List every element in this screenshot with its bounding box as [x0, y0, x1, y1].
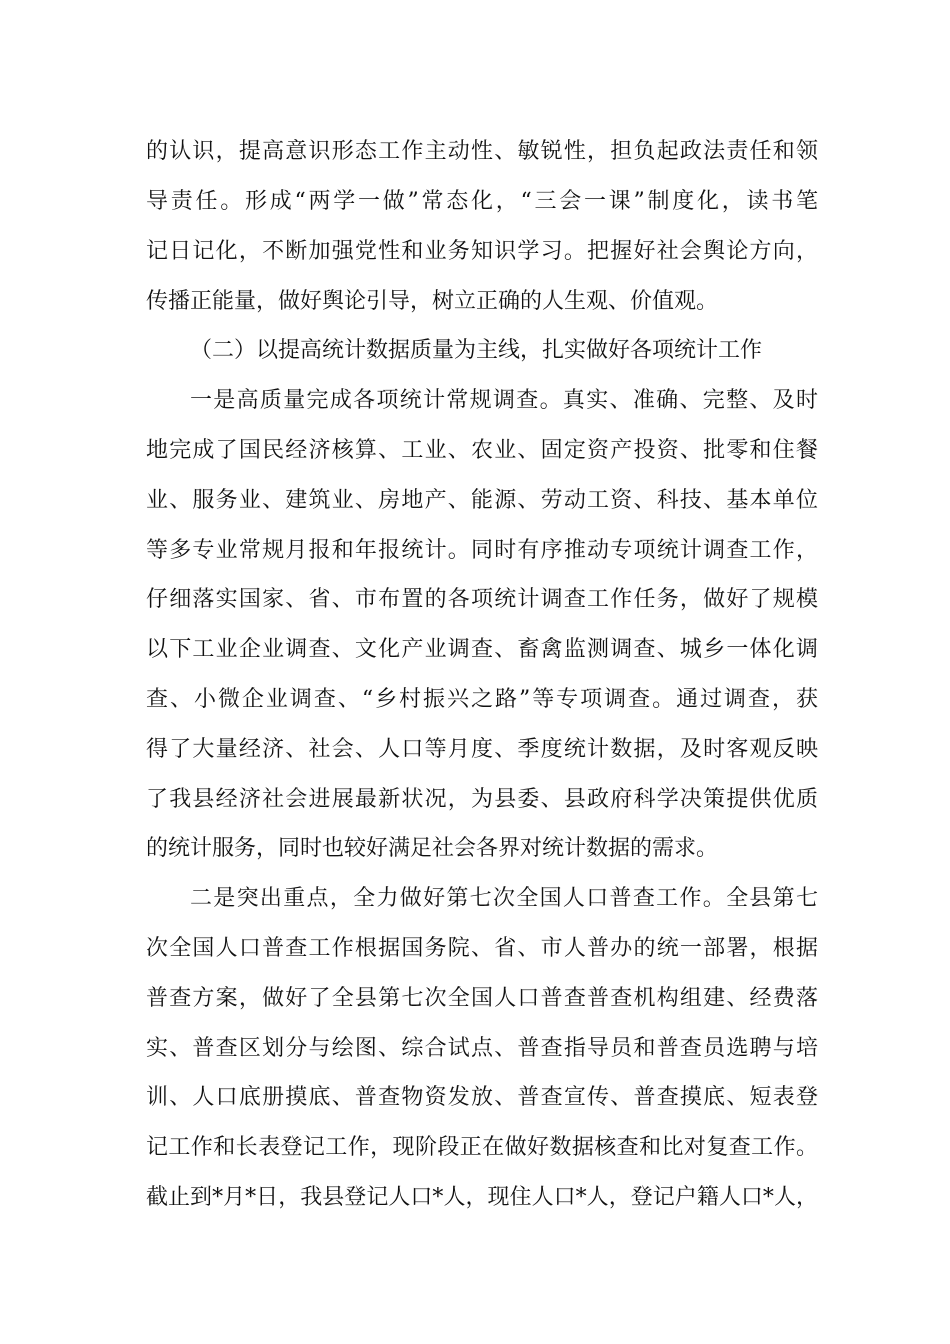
text-line: 训、人口底册摸底、普查物资发放、普查宣传、普查摸底、短表登 — [146, 1085, 818, 1110]
text-line: 仔细落实国家、省、市布置的各项统计调查工作任务，做好了规模 — [146, 587, 818, 612]
text-line: 以下工业企业调查、文化产业调查、畜禽监测调查、城乡一体化调 — [146, 637, 818, 662]
text-line: 普查方案，做好了全县第七次全国人口普查普查机构组建、经费落 — [146, 986, 818, 1011]
text-line: 等多专业常规月报和年报统计。同时有序推动专项统计调查工作， — [146, 538, 818, 563]
text-line: 地完成了国民经济核算、工业、农业、固定资产投资、批零和住餐 — [146, 438, 818, 463]
text-line: 截止到*月*日，我县登记人口*人，现住人口*人，登记户籍人口*人， — [146, 1185, 818, 1210]
text-line: 记工作和长表登记工作，现阶段正在做好数据核查和比对复查工作。 — [146, 1135, 818, 1160]
text-line: 的统计服务，同时也较好满足社会各界对统计数据的需求。 — [146, 836, 719, 861]
text-line: 导责任。形成“两学一做”常态化，“三会一课”制度化，读书笔 — [146, 189, 818, 214]
text-line: 查、小微企业调查、“乡村振兴之路”等专项调查。通过调查，获 — [146, 687, 818, 712]
text-line: 实、普查区划分与绘图、综合试点、普查指导员和普查员选聘与培 — [146, 1036, 818, 1061]
text-line: 记日记化，不断加强党性和业务知识学习。把握好社会舆论方向， — [146, 239, 818, 264]
text-line: 次全国人口普查工作根据国务院、省、市人普办的统一部署，根据 — [146, 936, 818, 961]
text-line: 业、服务业、建筑业、房地产、能源、劳动工资、科技、基本单位 — [146, 488, 818, 513]
text-line: 传播正能量，做好舆论引导，树立正确的人生观、价值观。 — [146, 289, 719, 314]
text-line: 一是高质量完成各项统计常规调查。真实、准确、完整、及时 — [190, 388, 818, 413]
section-heading: （二）以提高统计数据质量为主线，扎实做好各项统计工作 — [190, 338, 763, 363]
text-line: 得了大量经济、社会、人口等月度、季度统计数据，及时客观反映 — [146, 737, 818, 762]
text-line: 的认识，提高意识形态工作主动性、敏锐性，担负起政法责任和领 — [146, 139, 818, 164]
text-line: 了我县经济社会进展最新状况，为县委、县政府科学决策提供优质 — [146, 787, 818, 812]
text-line: 二是突出重点，全力做好第七次全国人口普查工作。全县第七 — [190, 886, 818, 911]
